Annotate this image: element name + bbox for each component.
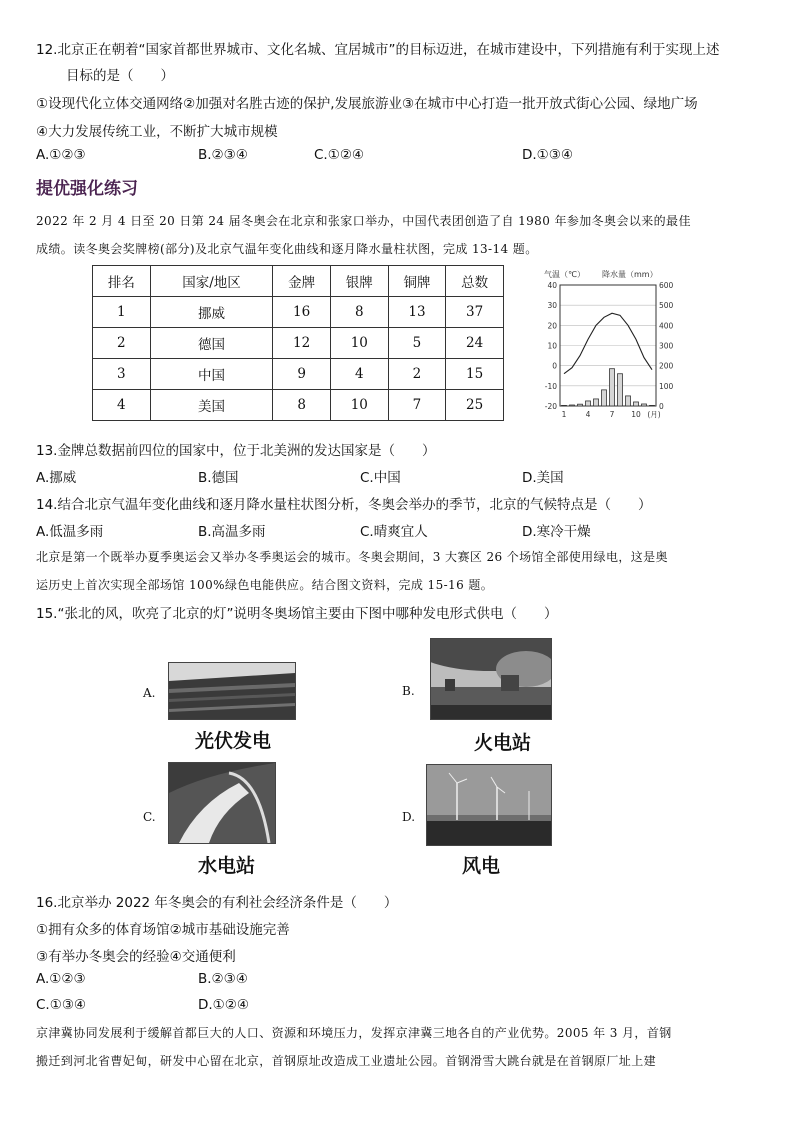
chart-precipitation-bar (562, 405, 567, 406)
chart-left-tick-label: 20 (547, 321, 557, 331)
chart-right-tick-label: 400 (659, 321, 674, 331)
table-row (93, 359, 504, 390)
table-header: 银牌 (330, 266, 388, 297)
table-cell: 10 (330, 328, 388, 359)
chart-precipitation-bar (602, 390, 607, 406)
q16-statements-line2: ③有举办冬奥会的经验④交通便利 (36, 949, 236, 965)
chart-precipitation-bar (634, 402, 639, 406)
q15-caption-c: 水电站 (198, 855, 256, 877)
chart-left-tick-label: -10 (544, 381, 557, 391)
table-cell: 3 (93, 359, 151, 390)
table-cell: 37 (446, 297, 504, 328)
solar-photo-image (168, 662, 296, 720)
chart-right-tick-label: 200 (659, 361, 674, 371)
table-cell: 10 (330, 390, 388, 421)
chart-precipitation-bar (650, 405, 655, 406)
chart-right-tick-label: 0 (659, 402, 664, 411)
chart-x-tick-label: 10 (631, 410, 641, 419)
q12-option-d: D.①③④ (522, 147, 573, 163)
intro-line1: 2022 年 2 月 4 日至 20 日第 24 届冬奥会在北京和张家口举办，中国代表团创造了自 1980 年参加冬奥会以来的最佳 (36, 214, 691, 228)
table-header: 铜牌 (388, 266, 446, 297)
q16-stem: 16.北京举办 2022 年冬奥会的有利社会经济条件是（ ） (36, 895, 398, 911)
table-cell: 8 (273, 390, 331, 421)
q13-stem: 13.金牌总数据前四位的国家中，位于北美洲的发达国家是（ ） (36, 443, 436, 459)
q16-option-b: B.②③④ (198, 971, 248, 987)
chart-left-tick-label: 30 (547, 301, 557, 311)
table-cell: 2 (388, 359, 446, 390)
chart-left-axis-label: 气温（℃） (544, 270, 585, 279)
q15-option-a-letter: A. (143, 686, 156, 700)
q15-caption-a: 光伏发电 (195, 730, 272, 752)
chart-precipitation-bar (642, 404, 647, 406)
table-cell: 挪威 (150, 297, 273, 328)
q12-statements-line1: ①设现代化立体交通网络②加强对名胜古迹的保护,发展旅游业③在城市中心打造一批开放式街心公园、绿地广场 (36, 96, 698, 112)
passage3-line2: 搬迁到河北省曹妃甸，研发中心留在北京，首钢原址改造成工业遗址公园。首钢滑雪大跳台就是在首钢原厂址上建 (36, 1054, 657, 1068)
q15-option-c-letter: C. (143, 810, 156, 824)
q12-statements-line2: ④大力发展传统工业，不断扩大城市规模 (36, 124, 278, 140)
chart-x-tick-label: 1 (561, 410, 567, 419)
table-row (93, 328, 504, 359)
chart-right-tick-label: 100 (659, 381, 674, 391)
q12-option-c: C.①②④ (314, 147, 365, 163)
chart-right-tick-label: 500 (659, 301, 674, 311)
table-cell: 德国 (150, 328, 273, 359)
table-row (93, 390, 504, 421)
table-header: 排名 (93, 266, 151, 297)
q15-caption-b: 火电站 (474, 732, 532, 754)
chart-precipitation-bar (610, 369, 615, 406)
table-cell: 中国 (150, 359, 273, 390)
q13-option-b: B.德国 (198, 470, 239, 486)
chart-precipitation-bar (570, 405, 575, 406)
table-cell: 25 (446, 390, 504, 421)
q12-option-a: A.①②③ (36, 147, 86, 163)
q14-option-a: A.低温多雨 (36, 524, 104, 540)
chart-left-tick-label: -20 (544, 402, 557, 411)
table-cell: 24 (446, 328, 504, 359)
q12-stem-line2: 目标的是（ ） (66, 68, 174, 84)
passage3-line1: 京津冀协同发展利于缓解首都巨大的人口、资源和环境压力，发挥京津冀三地各自的产业优势。2005 年 3 月，首钢 (36, 1026, 672, 1040)
q15-option-d-letter: D. (402, 810, 416, 824)
q13-option-d: D.美国 (522, 470, 564, 486)
chart-left-tick-label: 10 (547, 341, 557, 351)
q12-stem-line1: 12.北京正在朝着“国家首都世界城市、文化名城、宜居城市”的目标迈进，在城市建设中，下列措施有利于实现上述 (36, 42, 720, 58)
table-cell: 9 (273, 359, 331, 390)
table-cell: 12 (273, 328, 331, 359)
table-cell: 4 (330, 359, 388, 390)
q14-option-d: D.寒冷干燥 (522, 524, 591, 540)
q16-statements-line1: ①拥有众多的体育场馆②城市基础设施完善 (36, 922, 290, 938)
intro-line2: 成绩。读冬奥会奖牌榜(部分)及北京气温年变化曲线和逐月降水量柱状图，完成 13-14 题。 (36, 242, 538, 256)
chart-temperature-line (564, 313, 652, 374)
chart-precipitation-bar (578, 404, 583, 406)
q15-stem: 15.“张北的风，吹亮了北京的灯”说明冬奥场馆主要由下图中哪种发电形式供电（ ） (36, 606, 558, 622)
medal-table (92, 265, 504, 421)
table-cell: 1 (93, 297, 151, 328)
q16-option-d: D.①②④ (198, 997, 249, 1013)
chart-left-tick-label: 40 (547, 281, 557, 290)
q16-option-c: C.①③④ (36, 997, 87, 1013)
chart-left-tick-label: 0 (552, 361, 557, 371)
thermal-power-photo-image (430, 638, 552, 720)
q15-option-b-letter: B. (402, 684, 415, 698)
wind-power-photo-image (426, 764, 552, 846)
table-cell: 5 (388, 328, 446, 359)
table-cell: 13 (388, 297, 446, 328)
passage2-line2: 运历史上首次实现全部场馆 100%绿色电能供应。结合图文资料，完成 15-16 题。 (36, 578, 494, 592)
table-cell: 15 (446, 359, 504, 390)
table-header-row (93, 266, 504, 297)
q14-stem: 14.结合北京气温年变化曲线和逐月降水量柱状图分析，冬奥会举办的季节，北京的气候特点是（ ） (36, 497, 652, 513)
q14-option-b: B.高温多雨 (198, 524, 266, 540)
table-cell: 4 (93, 390, 151, 421)
q13-option-a: A.挪威 (36, 470, 77, 486)
table-cell: 美国 (150, 390, 273, 421)
q16-option-a: A.①②③ (36, 971, 86, 987)
chart-right-tick-label: 300 (659, 341, 674, 351)
q14-option-c: C.晴爽宜人 (360, 524, 428, 540)
chart-precipitation-bar (618, 374, 623, 406)
passage2-line1: 北京是第一个既举办夏季奥运会又举办冬季奥运会的城市。冬奥会期间，3 大赛区 26 个场馆全部使用绿电，这是奥 (36, 550, 668, 564)
chart-right-axis-label: 降水量（mm） (602, 270, 658, 279)
chart-precipitation-bar (626, 396, 631, 406)
chart-x-tick-label: (月) (647, 410, 661, 419)
table-header: 金牌 (273, 266, 331, 297)
chart-right-tick-label: 600 (659, 281, 674, 290)
table-header: 国家/地区 (150, 266, 273, 297)
hydropower-photo-image (168, 762, 276, 844)
chart-x-tick-label: 4 (585, 410, 591, 419)
climate-chart (536, 266, 696, 424)
table-cell: 8 (330, 297, 388, 328)
section-title: 提优强化练习 (36, 179, 138, 199)
chart-x-tick-label: 7 (609, 410, 615, 419)
table-cell: 16 (273, 297, 331, 328)
q15-caption-d: 风电 (462, 855, 501, 877)
chart-precipitation-bar (586, 401, 591, 406)
q13-option-c: C.中国 (360, 470, 401, 486)
table-header: 总数 (446, 266, 504, 297)
table-cell: 2 (93, 328, 151, 359)
q12-option-b: B.②③④ (198, 147, 248, 163)
chart-precipitation-bar (594, 399, 599, 406)
table-cell: 7 (388, 390, 446, 421)
table-row (93, 297, 504, 328)
